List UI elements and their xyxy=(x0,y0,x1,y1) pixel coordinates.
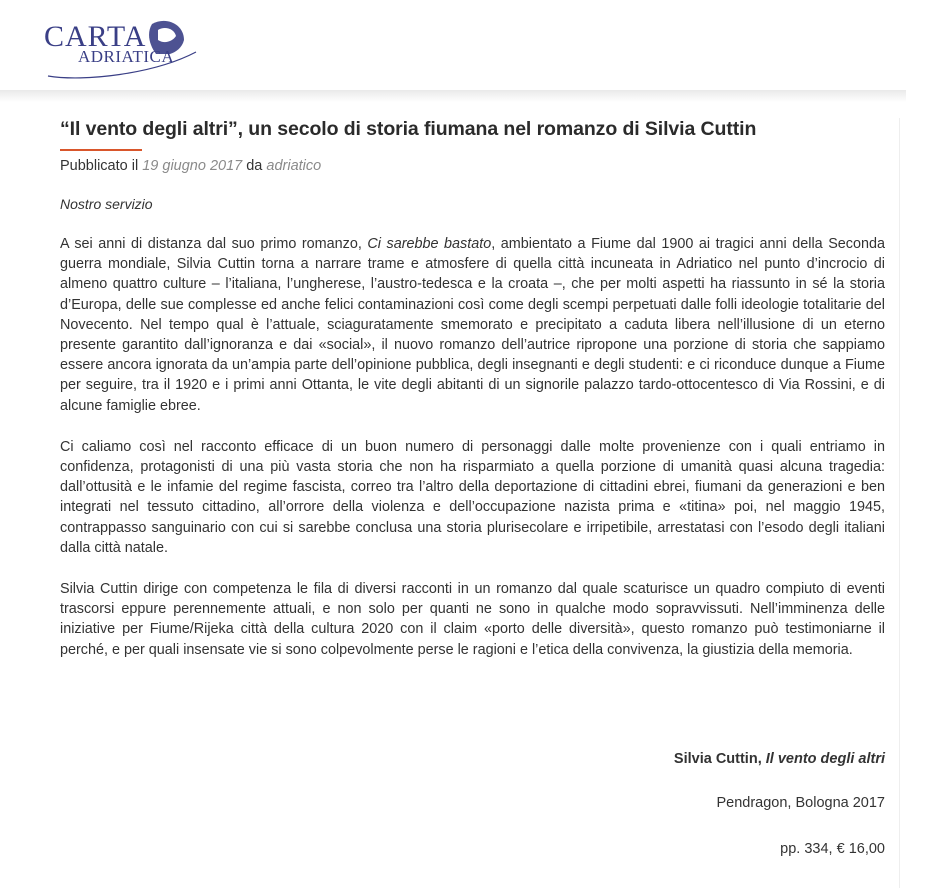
first-novel-title: Ci sarebbe bastato xyxy=(367,236,492,252)
book-publisher: Pendragon, Bologna 2017 xyxy=(716,795,885,811)
paragraph-1-text-c: , ambientato a Fiume dal 1900 ai tragici anni della Seconda guerra mondiale, Silvia Cuttin torna a narrare trame e atmosfere di quella città incuneata in Adriatico nel punto d’incrocio di almeno quattro culture – l’italiana, l’ungherese, l’austro-tedesca e la croata –, che per molti aspetti ha riassunto in sé la storia d’Europa, delle sue complesse ed anche felici contaminazioni così come degli scempi perpetuati dalle folli ideologie totalitarie del Novecento. Nel tempo qual è l’attuale, sciaguratamente smemorato e precipitato a caduta libera nell’illusione di un eterno presente garantito dall’ignoranza e dai «social», il nuovo romanzo dell’autrice ripropone una porzione di storia che sappiamo essere ancora ignorata da un’ampia parte dell’opinione pubblica, degli insegnanti e degli studenti: e ci riconduce dunque a Fiume per seguire, tra il 1920 e i primi anni Ottanta, le vite degli abitanti di un signorile palazzo tardo-ottocentesco di Via Rossini, e di alcune famiglie ebree. xyxy=(60,236,886,414)
article-paragraph-1 xyxy=(60,234,885,416)
paragraph-1-text-a: A sei anni di distanza dal suo primo romanzo, xyxy=(60,236,368,252)
content-border xyxy=(899,118,900,888)
site-logo[interactable] xyxy=(44,18,204,88)
publish-date[interactable]: 19 giugno 2017 xyxy=(142,158,243,174)
published-label: Pubblicato il xyxy=(60,158,143,174)
logo-text-adriatica: ADRIATICA xyxy=(78,47,175,66)
title-underline xyxy=(60,149,142,151)
book-author: Silvia Cuttin, xyxy=(673,751,766,767)
article-meta xyxy=(60,158,885,174)
header-shadow xyxy=(0,90,906,102)
author-link[interactable]: adriatico xyxy=(266,158,322,174)
by-label: da xyxy=(242,158,267,174)
article-paragraph-3: Silvia Cuttin dirige con competenza le fila di diversi racconti in un romanzo dal quale scaturisce un quadro compiuto di eventi trascorsi eppure perennemente attuali, e non solo per quanti ne sono in qualche modo sopravvissuti. Nell’imminenza delle iniziative per Fiume/Rijeka città della cultura 2020 con il claim «porto delle diversità», questo romanzo può testimoniarne il perché, e per quali insensate vie si sono colpevolmente perse le ragioni e l’etica della convivenza, la giustizia della memoria. xyxy=(60,581,885,658)
article-title[interactable]: “Il vento degli altri”, un secolo di storia fiumana nel romanzo di Silvia Cuttin xyxy=(60,118,757,140)
article xyxy=(60,115,885,660)
site-header xyxy=(0,0,941,92)
book-details: pp. 334, € 16,00 xyxy=(780,841,885,857)
book-author-title xyxy=(674,751,885,767)
article-paragraph-2: Ci caliamo così nel racconto efficace di un buon numero di personaggi dalle molte provenienze con i quali entriamo in confidenza, protagonisti di una più vasta storia che non ha risparmiato a quella porzione di umanità quasi alcuna tragedia: dall’ottusità e le infamie del regime fascista, correo tra l’altro della deportazione di cittadini ebrei, fiumani da generazioni e ben integrati nel tessuto cittadino, all’orrore della violenza e dell’occupazione nazista prima e «titina» poi, nel maggio 1945, contrappasso sanguinario con cui si sarebbe conclusa una storia plurisecolare e irripetibile, arrestatasi con l’esodo degli italiani dalla città natale. xyxy=(60,438,885,556)
service-note: Nostro servizio xyxy=(60,196,153,212)
logo-text-carta: CARTA xyxy=(44,20,147,53)
book-title: Il vento degli altri xyxy=(765,751,885,767)
